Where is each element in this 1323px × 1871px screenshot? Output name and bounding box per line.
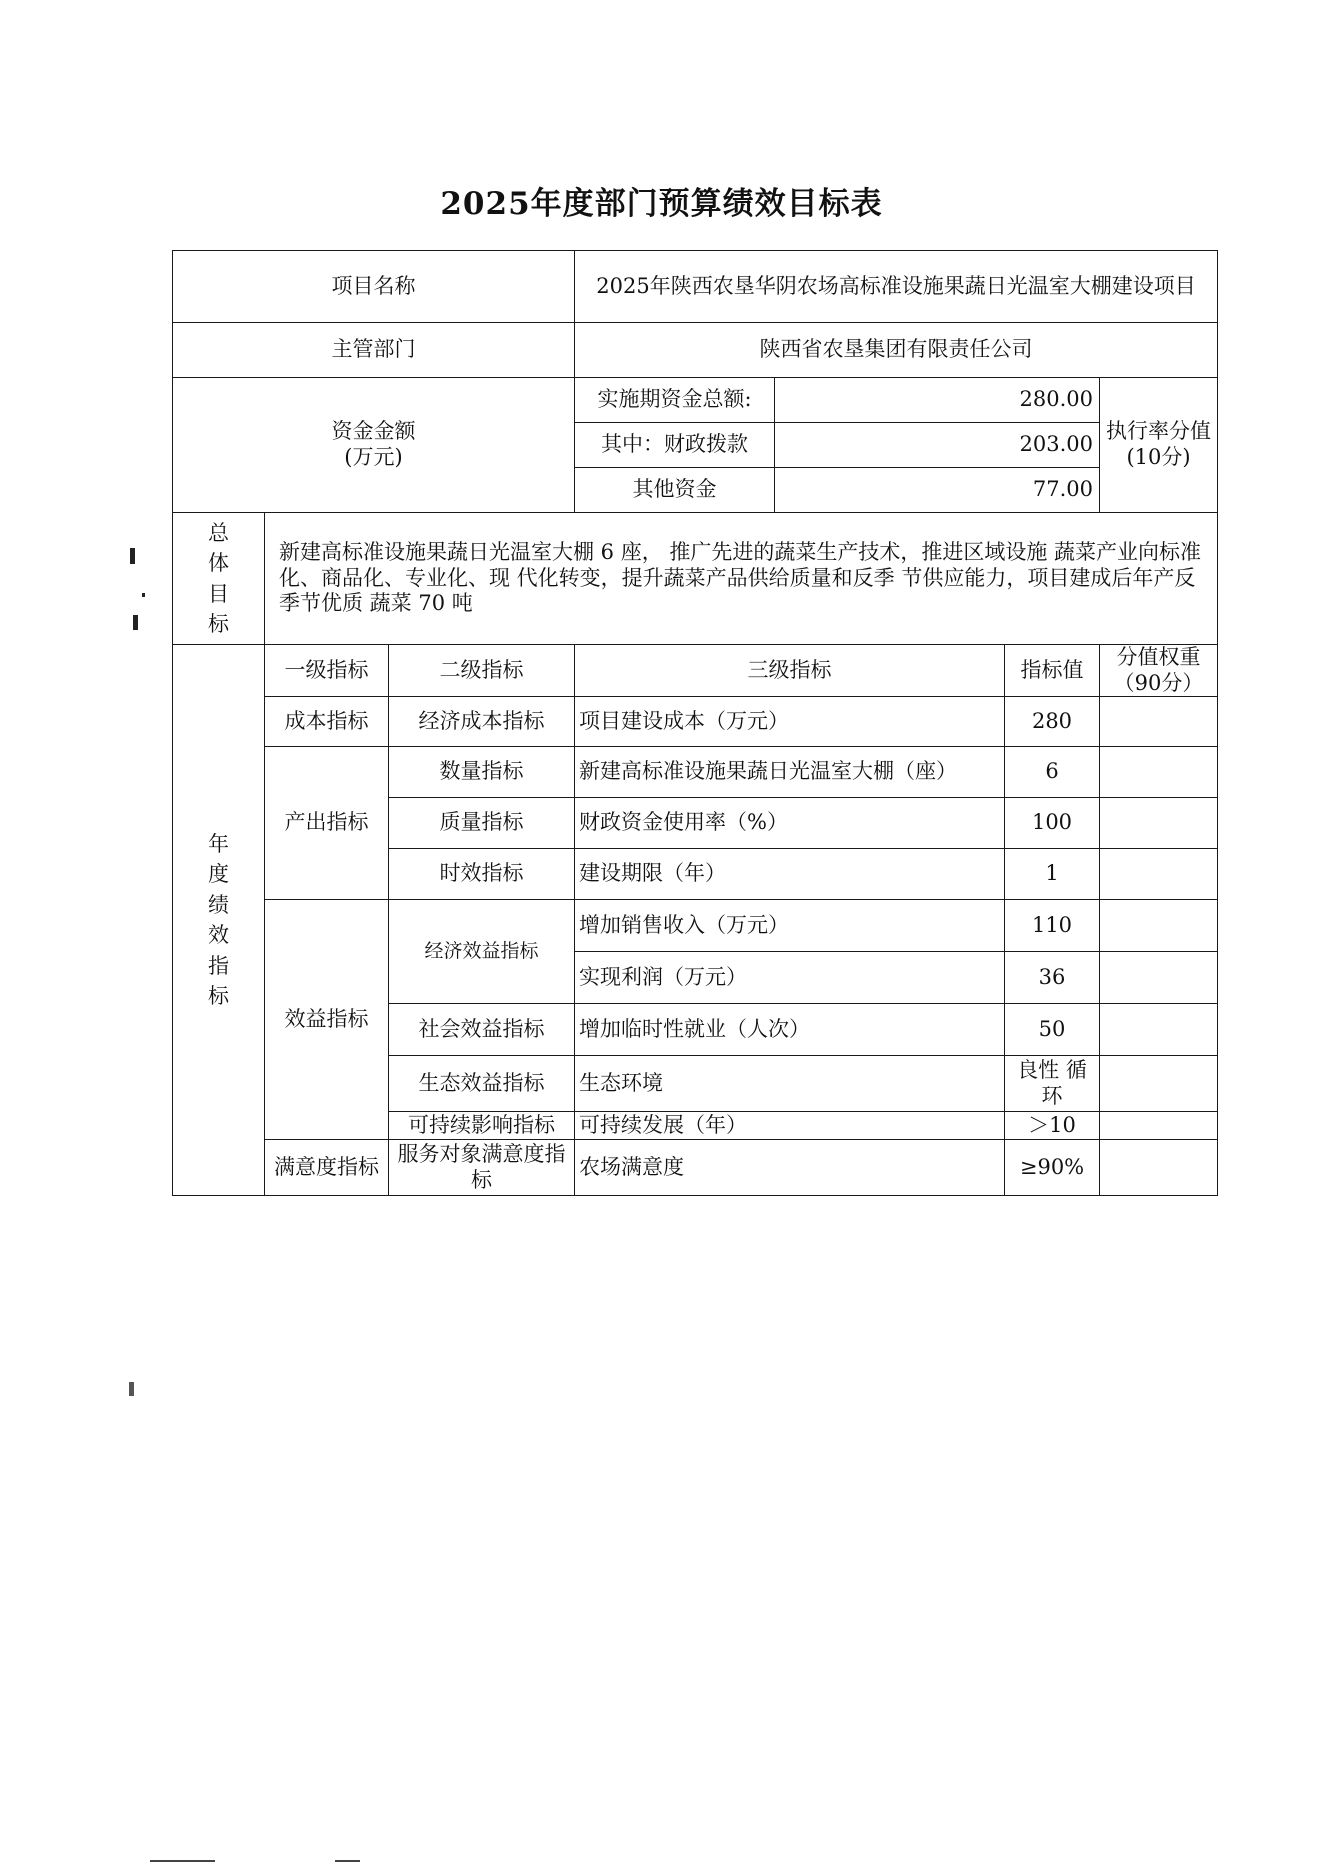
level2-cell: 数量指标: [389, 747, 575, 798]
scan-mark: [133, 615, 138, 630]
goal-text: 新建高标准设施果蔬日光温室大棚 6 座， 推广先进的蔬菜生产技术，推进区域设施 蔬菜产业向标准化、商品化、专业化、现 代化转变，提升蔬菜产品供给质量和反季 节供应能力，项目建成后年产反季节优质 蔬菜 70 吨: [265, 513, 1218, 645]
scan-mark: [150, 1860, 215, 1862]
project-value: 2025年陕西农垦华阴农场高标准设施果蔬日光温室大棚建设项目: [575, 251, 1218, 323]
level2-cell: 生态效益指标: [389, 1056, 575, 1112]
funds-fiscal-value: 203.00: [775, 423, 1100, 468]
value-cell: 280: [1005, 697, 1100, 747]
weight-cell: [1100, 697, 1218, 747]
goal-label-cell: [173, 513, 265, 645]
department-row: [173, 323, 1218, 378]
level3-cell: 建设期限（年）: [575, 849, 1005, 900]
department-label: 主管部门: [173, 323, 575, 378]
indicators-label: 年度绩效指标: [208, 831, 229, 1008]
project-label: 项目名称: [173, 251, 575, 323]
level2-cell: 经济效益指标: [389, 900, 575, 1004]
scan-mark: [129, 1382, 134, 1396]
funds-label-cell: [173, 378, 575, 513]
level2-cell: 时效指标: [389, 849, 575, 900]
weight-cell: [1100, 952, 1218, 1004]
value-cell: ≥90%: [1005, 1140, 1100, 1196]
weight-cell: [1100, 1140, 1218, 1196]
weight-cell: [1100, 747, 1218, 798]
funds-other-value: 77.00: [775, 468, 1100, 513]
value-cell: 36: [1005, 952, 1100, 1004]
weight-cell: [1100, 849, 1218, 900]
level3-cell: 增加销售收入（万元）: [575, 900, 1005, 952]
group-cost: 成本指标: [265, 697, 389, 747]
header-value: 指标值: [1005, 645, 1100, 697]
funds-total-label: 实施期资金总额:: [575, 378, 775, 423]
weight-cell: [1100, 1004, 1218, 1056]
rate-label: 执行率分值: [1106, 419, 1211, 444]
value-cell: ＞10: [1005, 1112, 1100, 1140]
funds-total-value: 280.00: [775, 378, 1100, 423]
table-row: [173, 1140, 1218, 1196]
level2-cell: 质量指标: [389, 798, 575, 849]
level3-cell: 财政资金使用率（%）: [575, 798, 1005, 849]
level2-cell: 社会效益指标: [389, 1004, 575, 1056]
level2-cell: 服务对象满意度指标: [389, 1140, 575, 1196]
weight-cell: [1100, 1056, 1218, 1112]
header-level3: 三级指标: [575, 645, 1005, 697]
value-cell: 50: [1005, 1004, 1100, 1056]
level3-cell: 增加临时性就业（人次）: [575, 1004, 1005, 1056]
goal-row: [173, 513, 1218, 645]
header-weight: 分值权重（90分）: [1100, 645, 1218, 697]
level3-cell: 农场满意度: [575, 1140, 1005, 1196]
level2-cell: 可持续影响指标: [389, 1112, 575, 1140]
indicator-header-row: [173, 645, 1218, 697]
page-title: 2025年度部门预算绩效目标表: [440, 186, 883, 222]
level3-cell: 项目建设成本（万元）: [575, 697, 1005, 747]
group-benefit: 效益指标: [265, 900, 389, 1140]
level3-cell: 可持续发展（年）: [575, 1112, 1005, 1140]
level3-cell: 新建高标准设施果蔬日光温室大棚（座）: [575, 747, 1005, 798]
header-level1: 一级指标: [265, 645, 389, 697]
funds-other-label: 其他资金: [575, 468, 775, 513]
table-row: [173, 697, 1218, 747]
department-value: 陕西省农垦集团有限责任公司: [575, 323, 1218, 378]
rate-cell: [1100, 378, 1218, 513]
level3-cell: 实现利润（万元）: [575, 952, 1005, 1004]
funds-label: 资金金额: [331, 419, 416, 444]
performance-table: [172, 250, 1218, 1196]
group-satisfaction: 满意度指标: [265, 1140, 389, 1196]
funds-unit: (万元): [344, 445, 403, 469]
group-output: 产出指标: [265, 747, 389, 900]
funds-total-row: [173, 378, 1218, 423]
level2-cell: 经济成本指标: [389, 697, 575, 747]
value-cell: 100: [1005, 798, 1100, 849]
table-row: [173, 747, 1218, 798]
level3-cell: 生态环境: [575, 1056, 1005, 1112]
value-cell: 110: [1005, 900, 1100, 952]
scan-mark: [142, 593, 145, 597]
value-cell: 6: [1005, 747, 1100, 798]
scan-mark: [130, 548, 135, 564]
goal-label: 总体目标: [208, 520, 229, 636]
value-cell: 1: [1005, 849, 1100, 900]
indicators-label-cell: [173, 645, 265, 1196]
weight-cell: [1100, 1112, 1218, 1140]
rate-score: (10分): [1126, 445, 1191, 469]
weight-cell: [1100, 900, 1218, 952]
project-row: [173, 251, 1218, 323]
table-row: [173, 900, 1218, 952]
value-cell: 良性 循环: [1005, 1056, 1100, 1112]
funds-fiscal-label: 其中：财政拨款: [575, 423, 775, 468]
header-level2: 二级指标: [389, 645, 575, 697]
weight-cell: [1100, 798, 1218, 849]
scan-mark: [335, 1860, 360, 1862]
